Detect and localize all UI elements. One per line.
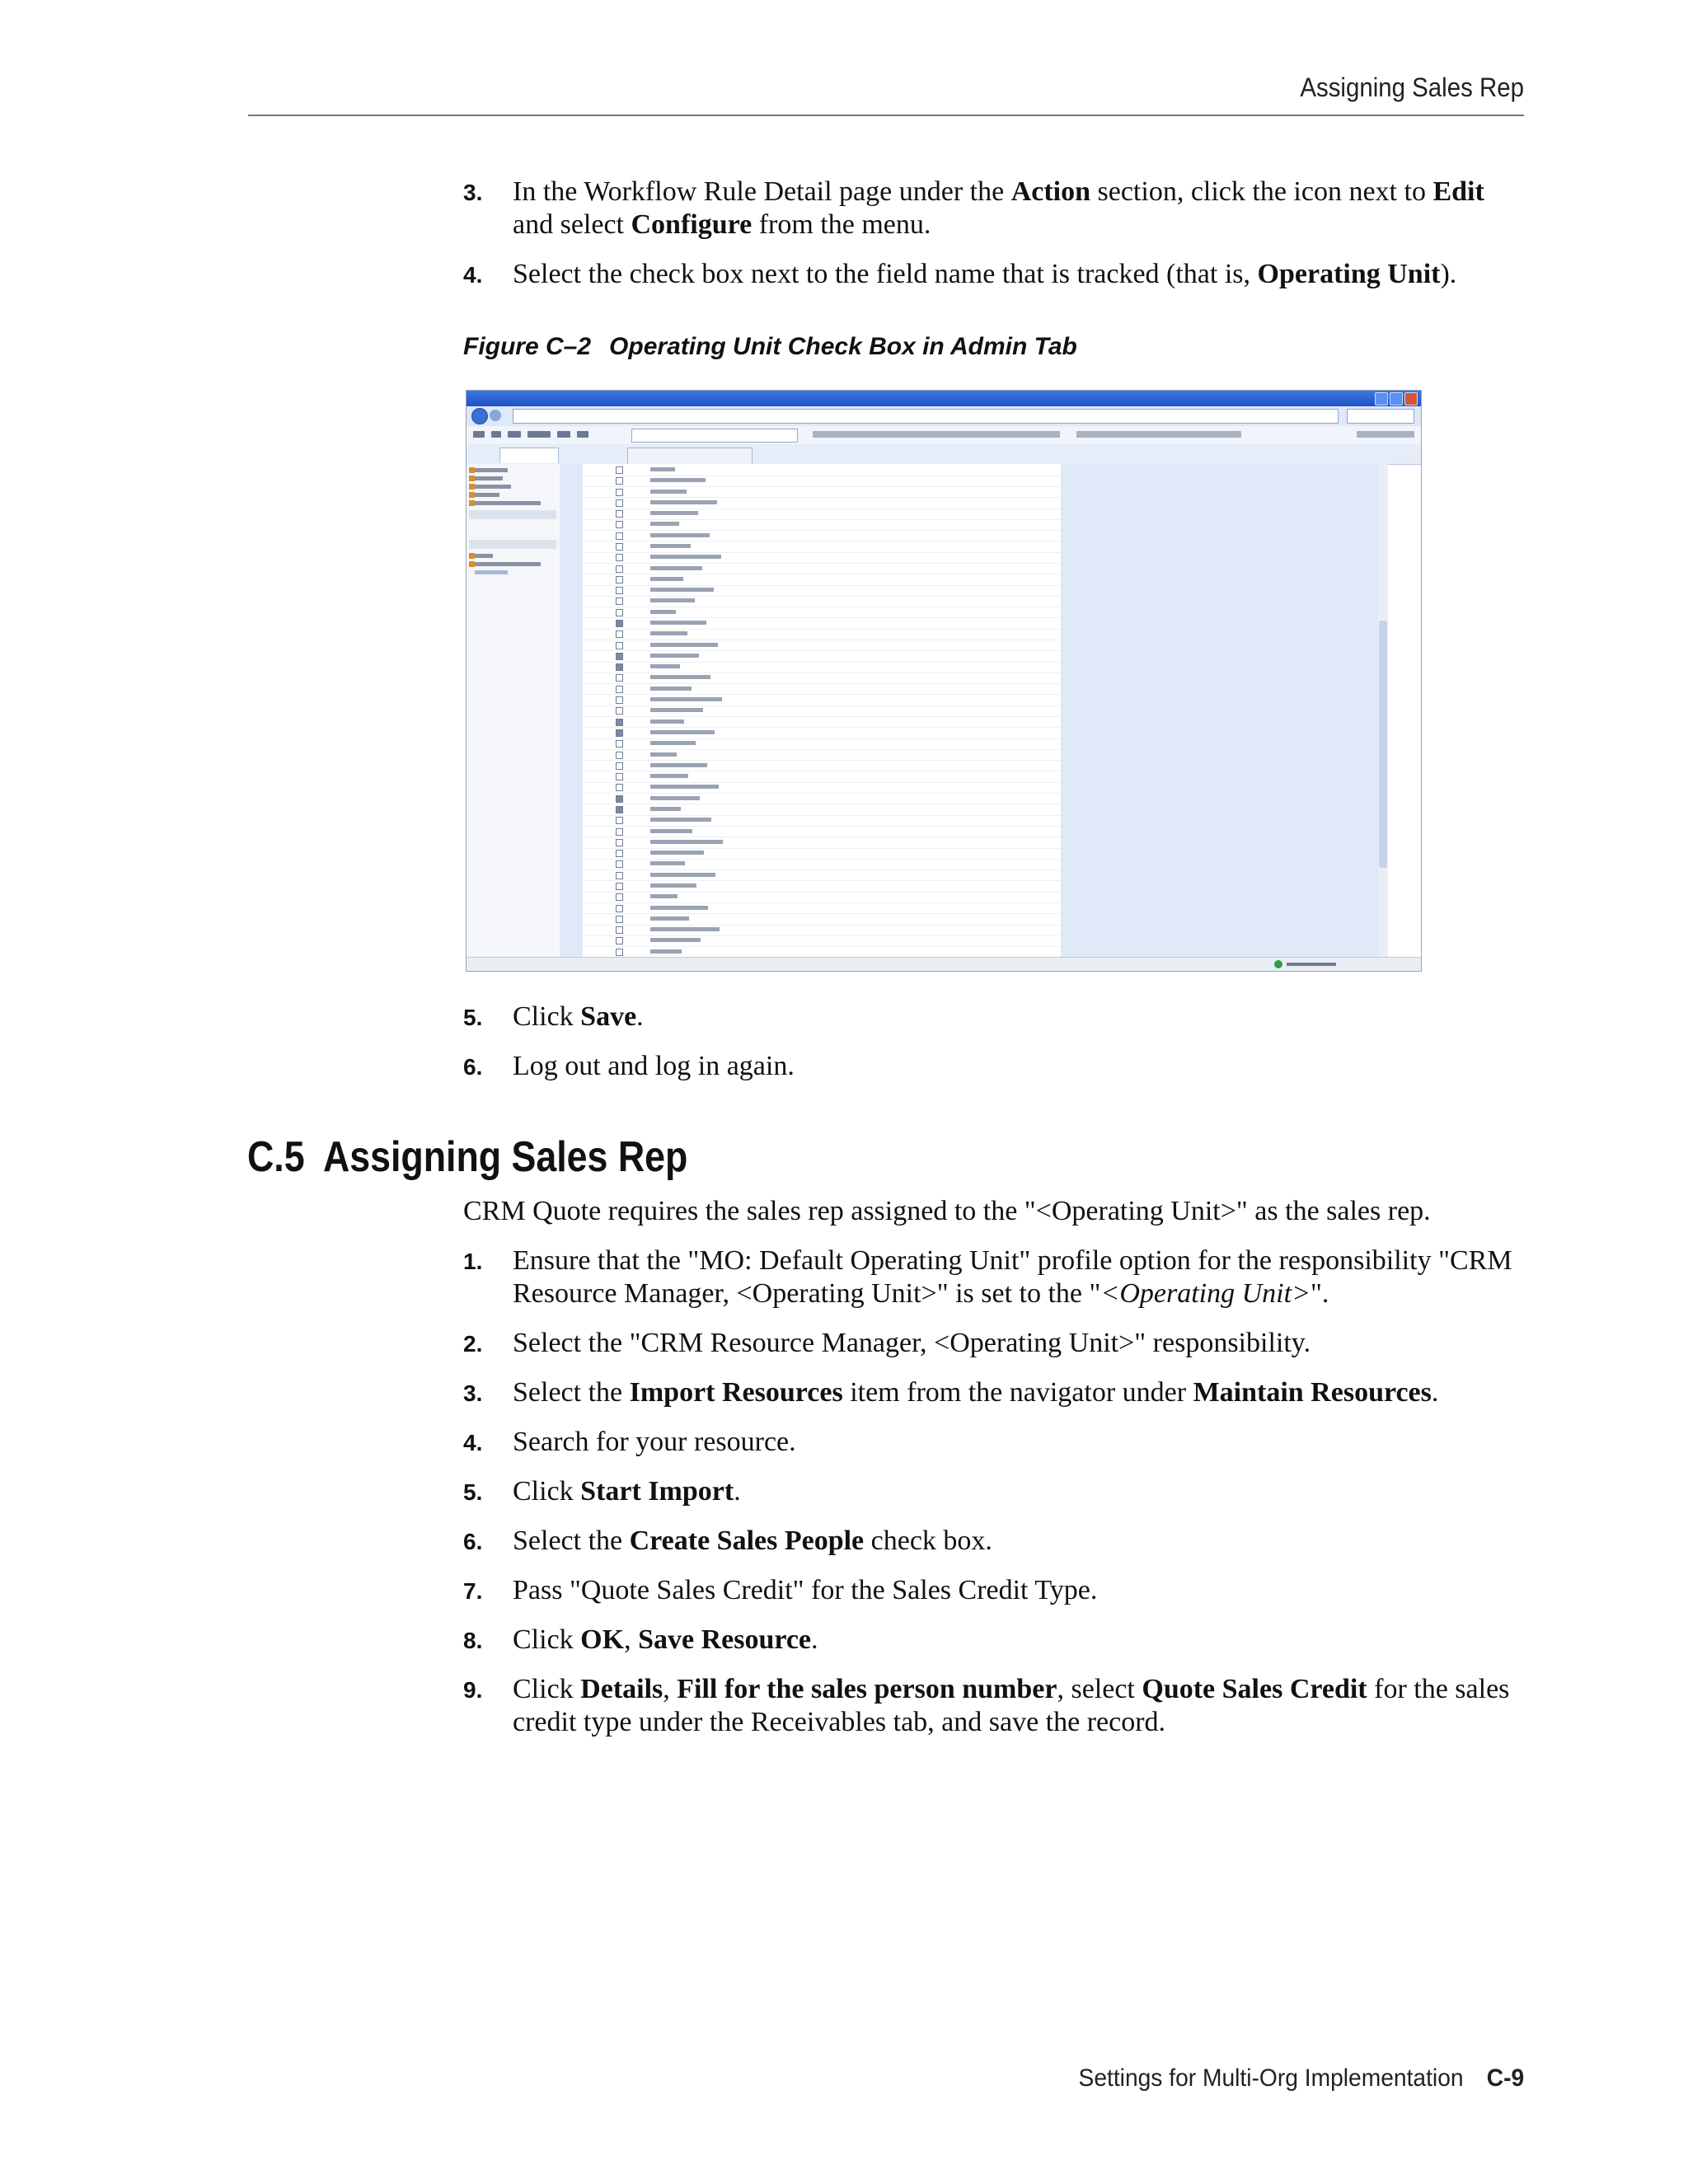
field-label: [650, 752, 677, 757]
section-intro: CRM Quote requires the sales rep assigned to the "<Operating Unit>" as the sales rep.: [463, 1196, 1431, 1226]
checkbox-unchecked: [616, 850, 623, 857]
step-text-run: Pass "Quote Sales Credit" for the Sales Credit Type.: [513, 1575, 1098, 1605]
step-text: [513, 1001, 644, 1032]
field-label: [650, 719, 684, 724]
step-number: 3.: [463, 1380, 483, 1406]
field-label: [650, 544, 691, 548]
field-label: [650, 807, 681, 811]
browser-tab-bar: [467, 444, 1421, 465]
step-text: [513, 1328, 1311, 1358]
field-label: [650, 883, 696, 888]
browser-address-bar: [467, 406, 1421, 427]
step-number: 5.: [463, 1479, 483, 1505]
checkbox-unchecked: [616, 630, 623, 638]
step-item: [463, 1475, 1526, 1508]
step-text-run: and select: [513, 209, 631, 240]
header-rule: [248, 115, 1524, 116]
emphasis-term: Maintain Resources: [1193, 1377, 1432, 1408]
maximize-icon: [1390, 392, 1403, 405]
emphasis-term: Fill for the sales person number: [677, 1674, 1057, 1704]
checkbox-checked: [616, 653, 623, 660]
minimize-icon: [1375, 392, 1388, 405]
step-text: [513, 1674, 1509, 1737]
step-number: 3.: [463, 180, 483, 205]
step-text-run: Select the: [513, 1377, 630, 1408]
step-text-run: Select the: [513, 1526, 630, 1556]
field-label: [650, 566, 702, 570]
url-field: [513, 409, 1339, 424]
step-text-run: item from the navigator under: [842, 1377, 1193, 1408]
step-text-run: ".: [1311, 1278, 1329, 1309]
figure-caption: [463, 333, 1077, 361]
field-label: [650, 785, 719, 789]
checkbox-unchecked: [616, 883, 623, 890]
field-label: [650, 610, 676, 614]
checkbox-checked: [616, 729, 623, 737]
checkbox-unchecked: [616, 860, 623, 868]
step-item: [463, 1673, 1526, 1739]
checkbox-unchecked: [616, 817, 623, 824]
field-label: [650, 522, 679, 526]
checkbox-unchecked: [616, 905, 623, 912]
field-label: [650, 643, 718, 647]
browser-tab-console: [627, 448, 753, 463]
step-text: [513, 1526, 992, 1556]
checkbox-unchecked: [616, 686, 623, 693]
step-text-run: .: [734, 1476, 741, 1507]
field-label: [650, 664, 680, 668]
checkbox-unchecked: [616, 752, 623, 759]
checkbox-unchecked: [616, 937, 623, 944]
browser-status-bar: [467, 957, 1421, 971]
step-text-run: .: [811, 1624, 818, 1655]
emphasis-term: Operating Unit: [1257, 259, 1441, 289]
step-number: 4.: [463, 1430, 483, 1455]
forward-icon: [490, 410, 501, 421]
checkbox-unchecked: [616, 828, 623, 836]
field-label: [650, 873, 715, 877]
checkbox-unchecked: [616, 916, 623, 923]
field-label: [650, 894, 678, 898]
step-item: [463, 1244, 1526, 1310]
step-item: [463, 258, 1526, 291]
field-label: [650, 763, 707, 767]
italic-term: <Operating Unit>: [1100, 1278, 1311, 1309]
step-item: [463, 1050, 1526, 1083]
step-text-run: ,: [624, 1624, 639, 1655]
admin-content-area: [560, 464, 1388, 957]
checkbox-unchecked: [616, 839, 623, 846]
checkbox-unchecked: [616, 609, 623, 616]
field-rows: [583, 464, 1061, 957]
step-text-run: Search for your resource.: [513, 1427, 796, 1457]
emphasis-term: Save: [580, 1001, 637, 1032]
step-text-run: for the sales credit type under the Receivables tab, and save the record.: [513, 1674, 1510, 1737]
field-label: [650, 598, 695, 602]
browser-tab-admin: [499, 448, 559, 463]
section-title: Assigning Sales Rep: [322, 1133, 688, 1181]
checkbox-unchecked: [616, 489, 623, 496]
step-text: [513, 1245, 1512, 1309]
step-number: 6.: [463, 1529, 483, 1554]
emphasis-term: Create Sales People: [629, 1526, 865, 1556]
step-number: 5.: [463, 1005, 483, 1030]
checkbox-unchecked: [616, 893, 623, 901]
step-text-run: section, click the icon next to: [1090, 176, 1433, 207]
google-toolbar-search: [631, 429, 798, 443]
step-text-run: Log out and log in again.: [513, 1051, 795, 1081]
step-text: [513, 1051, 795, 1081]
step-number: 9.: [463, 1677, 483, 1703]
field-label: [650, 906, 708, 910]
step-text: [513, 1624, 818, 1655]
step-text-run: Ensure that the "MO: Default Operating Unit" profile option for the responsibility "CRM Resource Manager, <Operating Unit>" is set to the ": [513, 1245, 1512, 1309]
page-number: C-9: [1486, 2064, 1524, 2092]
checkbox-unchecked: [616, 587, 623, 594]
step-text-run: Select the "CRM Resource Manager, <Operating Unit>" responsibility.: [513, 1328, 1311, 1358]
step-item: [463, 176, 1526, 241]
field-label: [650, 840, 723, 844]
field-label: [650, 555, 721, 559]
checkbox-unchecked: [616, 872, 623, 879]
step-number: 4.: [463, 262, 483, 288]
checkbox-checked: [616, 795, 623, 803]
figure-title: Operating Unit Check Box in Admin Tab: [609, 333, 1077, 360]
step-text-run: Click: [513, 1674, 581, 1704]
browser-title-bar: [467, 391, 1421, 406]
step-number: 7.: [463, 1578, 483, 1604]
step-text-run: Click: [513, 1476, 581, 1507]
step-text-run: from the menu.: [752, 209, 931, 240]
status-zoom-text: [1287, 963, 1336, 966]
field-label: [650, 687, 692, 691]
field-label: [650, 478, 706, 482]
checkbox-unchecked: [616, 926, 623, 934]
emphasis-term: Configure: [631, 209, 753, 240]
scrollbar-thumb: [1379, 621, 1387, 868]
step-number: 2.: [463, 1331, 483, 1357]
field-label: [650, 533, 710, 537]
field-label: [650, 861, 685, 865]
field-label: [650, 916, 689, 921]
field-label: [650, 927, 720, 931]
step-text: [513, 259, 1456, 289]
checkbox-unchecked: [616, 707, 623, 715]
checkbox-unchecked: [616, 554, 623, 561]
emphasis-term: Quote Sales Credit: [1142, 1674, 1367, 1704]
step-item: [463, 1001, 1526, 1033]
running-footer: [1078, 2064, 1524, 2093]
emphasis-term: Import Resources: [629, 1377, 843, 1408]
field-label: [650, 730, 715, 734]
step-number: 8.: [463, 1628, 483, 1653]
emphasis-term: Details: [580, 1674, 663, 1704]
window-controls: [1375, 392, 1418, 405]
field-label: [650, 818, 711, 822]
admin-sidebar: [467, 464, 560, 957]
checkbox-unchecked: [616, 543, 623, 551]
browser-search-field: [1347, 409, 1414, 424]
step-item: [463, 1525, 1526, 1558]
checkbox-checked: [616, 806, 623, 813]
field-label: [650, 774, 688, 778]
step-text: [513, 1427, 796, 1457]
step-number: 1.: [463, 1249, 483, 1274]
step-text-run: ,: [663, 1674, 678, 1704]
step-text: [513, 1377, 1438, 1408]
emphasis-term: Edit: [1432, 176, 1484, 207]
checkbox-unchecked: [616, 576, 623, 583]
step-item: [463, 1574, 1526, 1607]
field-label: [650, 588, 714, 592]
step-item: [463, 1327, 1526, 1360]
field-label: [650, 631, 687, 635]
checkbox-unchecked: [616, 773, 623, 780]
emphasis-term: Action: [1010, 176, 1091, 207]
checkbox-unchecked: [616, 532, 623, 540]
emphasis-term: OK: [580, 1624, 625, 1655]
field-label: [650, 675, 710, 679]
checkbox-unchecked: [616, 762, 623, 770]
field-label: [650, 500, 717, 504]
checkbox-unchecked: [616, 477, 623, 485]
checkbox-unchecked: [616, 499, 623, 507]
checkbox-unchecked: [616, 674, 623, 682]
step-text-run: Select the check box next to the field name that is tracked (that is,: [513, 259, 1258, 289]
close-icon: [1404, 392, 1418, 405]
field-label: [650, 741, 696, 745]
step-text-run: .: [1431, 1377, 1439, 1408]
steps-list-bottom: [463, 1244, 1526, 1755]
field-label: [650, 697, 722, 701]
step-text-run: ).: [1440, 259, 1457, 289]
checkbox-unchecked: [616, 949, 623, 956]
step-text-run: Click: [513, 1001, 581, 1032]
field-label: [650, 829, 692, 833]
checkbox-unchecked: [616, 565, 623, 573]
step-text-run: .: [636, 1001, 644, 1032]
section-number: C.5: [247, 1133, 305, 1181]
figure-screenshot: [466, 390, 1422, 972]
step-text: [513, 1476, 741, 1507]
checkbox-unchecked: [616, 696, 623, 704]
checkbox-unchecked: [616, 784, 623, 791]
checkbox-unchecked: [616, 466, 623, 474]
step-number: 6.: [463, 1054, 483, 1080]
field-label: [650, 511, 698, 515]
field-label: [650, 621, 706, 625]
checkbox-unchecked: [616, 642, 623, 649]
running-header: Assigning Sales Rep: [1300, 73, 1524, 102]
step-text-run: Click: [513, 1624, 581, 1655]
checkbox-unchecked: [616, 740, 623, 748]
emphasis-term: Start Import: [580, 1476, 734, 1507]
field-label: [650, 708, 703, 712]
emphasis-term: Save Resource: [638, 1624, 812, 1655]
field-label: [650, 938, 701, 942]
checkbox-checked: [616, 719, 623, 726]
field-label: [650, 577, 683, 581]
checkbox-checked: [616, 663, 623, 671]
step-item: [463, 1624, 1526, 1657]
step-item: [463, 1376, 1526, 1409]
field-label: [650, 796, 700, 800]
field-label: [650, 949, 682, 954]
field-checkbox-list: [583, 464, 1061, 957]
back-icon: [471, 408, 488, 424]
step-text: [513, 176, 1484, 240]
checkbox-unchecked: [616, 521, 623, 528]
field-label: [650, 490, 687, 494]
step-text-run: , select: [1057, 1674, 1142, 1704]
field-label: [650, 851, 704, 855]
footer-chapter: Settings for Multi-Org Implementation: [1078, 2064, 1464, 2092]
checkbox-checked: [616, 620, 623, 627]
checkbox-unchecked: [616, 510, 623, 518]
step-text: [513, 1575, 1097, 1605]
step-text-run: check box.: [864, 1526, 992, 1556]
figure-label: Figure C–2: [463, 333, 592, 360]
field-label: [650, 467, 675, 471]
step-text-run: In the Workflow Rule Detail page under the: [513, 176, 1011, 207]
scrollbar: [1378, 464, 1388, 957]
browser-menu-bar: [467, 426, 1421, 445]
field-label: [650, 654, 699, 658]
steps-list-top: [463, 176, 1526, 307]
steps-list-mid: [463, 1001, 1526, 1099]
checkbox-unchecked: [616, 598, 623, 605]
section-heading: [247, 1132, 687, 1182]
internet-zone-icon: [1274, 960, 1282, 968]
step-item: [463, 1426, 1526, 1459]
